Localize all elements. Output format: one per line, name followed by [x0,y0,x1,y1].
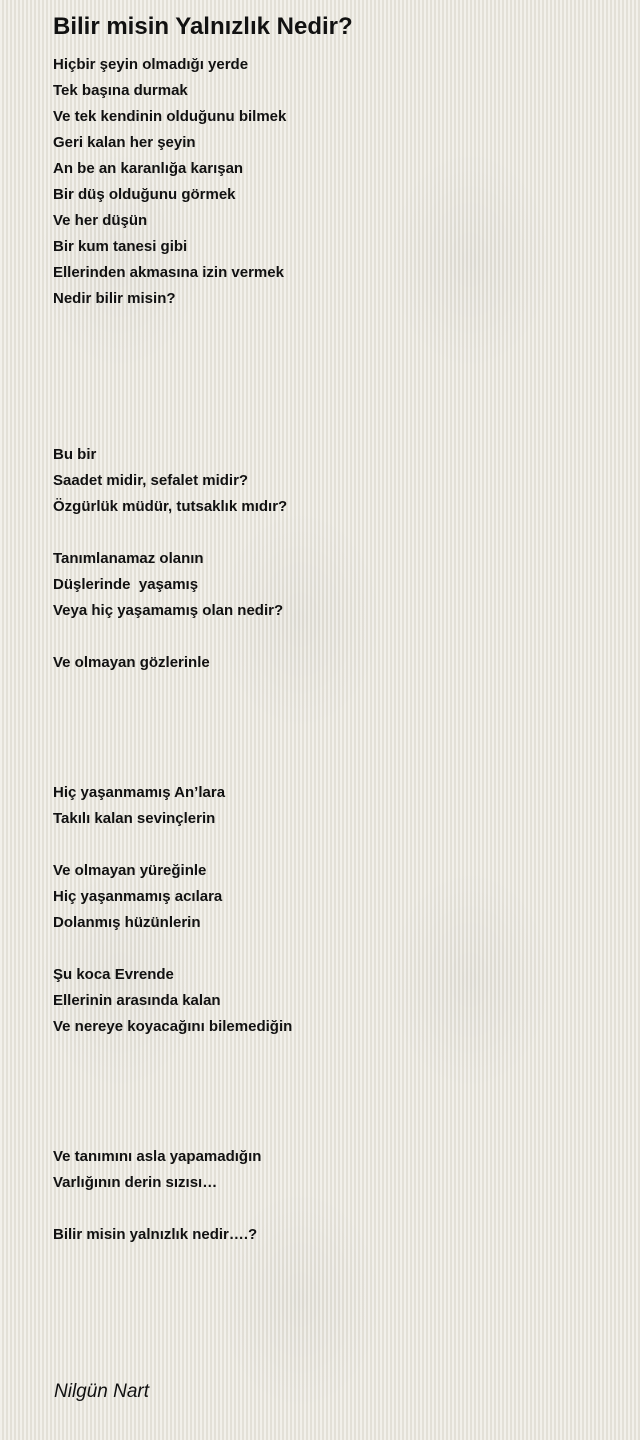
stanza-break [53,416,613,442]
poem-line: Geri kalan her şeyin [53,134,196,151]
poem-body [53,52,613,1248]
poem-line: Tek başına durmak [53,82,188,99]
stanza-break [53,702,613,728]
poem-line: Şu koca Evrende [53,966,174,983]
stanza-break [53,676,613,702]
poem-line: Bu bir [53,446,97,463]
poem-line: Ellerinin arasında kalan [53,992,221,1009]
stanza-break [53,728,613,754]
poem-line: An be an karanlığa karışan [53,160,244,177]
poem-line: Ve olmayan yüreğinle [53,862,207,879]
poem-line: Hiç yaşanmamış acılara [53,888,223,905]
stanza-break [53,312,613,338]
poem-line: Hiçbir şeyin olmadığı yerde [53,56,249,73]
stanza-break [53,754,613,780]
poem-line: Bilir misin yalnızlık nedir….? [53,1226,258,1243]
stanza-break [53,936,613,962]
poem-line: Tanımlanamaz olanın [53,550,204,567]
poem-line: Ellerinden akmasına izin vermek [53,264,284,281]
stanza-break [53,1040,613,1066]
poem-line: Düşlerinde yaşamış [53,576,199,593]
poem-author: Nilgün Nart [54,1381,150,1402]
poem-line: Saadet midir, sefalet midir? [53,472,249,489]
poem-line: Ve her düşün [53,212,148,229]
poem-line: Bir kum tanesi gibi [53,238,188,255]
stanza-break [53,364,613,390]
stanza-break [53,832,613,858]
poem-line: Ve nereye koyacağını bilemediğin [53,1018,293,1035]
poem-line: Takılı kalan sevinçlerin [53,810,216,827]
poem-line: Ve tanımını asla yapamadığın [53,1148,262,1165]
poem-line: Ve olmayan gözlerinle [53,654,210,671]
stanza-break [53,624,613,650]
stanza-break [53,1066,613,1092]
poem-line: Varlığının derin sızısı… [53,1174,218,1191]
stanza-break [53,1092,613,1118]
poem-line: Hiç yaşanmamış An’lara [53,784,226,801]
stanza-break [53,390,613,416]
poem-line: Veya hiç yaşamamış olan nedir? [53,602,284,619]
stanza-break [53,1118,613,1144]
poem-line: Dolanmış hüzünlerin [53,914,201,931]
stanza-break [53,338,613,364]
stanza-break [53,1196,613,1222]
poem-line: Özgürlük müdür, tutsaklık mıdır? [53,498,288,515]
poem-line: Nedir bilir misin? [53,290,176,307]
poem-line: Bir düş olduğunu görmek [53,186,236,203]
stanza-break [53,520,613,546]
poem-title: Bilir misin Yalnızlık Nedir? [53,13,353,40]
poem-line: Ve tek kendinin olduğunu bilmek [53,108,287,125]
